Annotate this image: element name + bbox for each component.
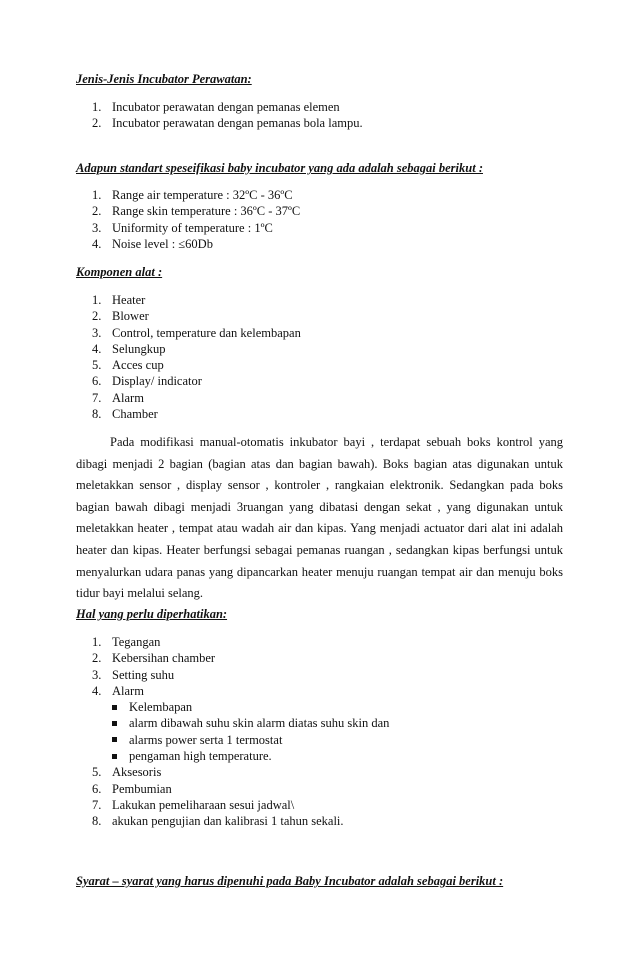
list-item: 2. Kebersihan chamber <box>92 651 216 666</box>
heading-standart: Adapun standart speseifikasi baby incubator yang ada adalah sebagai berikut : <box>76 161 483 175</box>
list-item: 8. akukan pengujian dan kalibrasi 1 tahun sekali. <box>92 814 344 829</box>
list-komponen <box>92 292 301 422</box>
list-item: 2. Range skin temperature : 36ºC - 37ºC <box>92 204 301 219</box>
body-paragraph: Pada modifikasi manual-otomatis inkubator bayi , terdapat sebuah boks kontrol yang dibagi menjadi 2 bagian (bagian atas dan bagian bawah). Boks bagian atas digunakan untuk meletakkan sensor , display sensor , kontroler , rangkaian elektronik. Sedangkan pada boks bagian bawah dibagi menjadi 3ruangan yang dibatasi dengan sekat , yang digunakan untuk meletakkan heater , tempat atau wadah air dan kipas. Yang menjadi actuator dari alat ini adalah heater dan kipas. Heater berfungsi sebagai pemanas ruangan , sedangkan kipas berfungsi untuk menyalurkan udara panas yang dipancarkan heater menuju ruangan tempat air dan menuju boks tidur bayi melalui selang. <box>76 435 563 601</box>
heading-hal: Hal yang perlu diperhatikan: <box>76 607 228 621</box>
list-standart <box>92 187 300 252</box>
sublist-container <box>92 699 389 764</box>
square-bullet-icon <box>112 754 117 759</box>
alarm-sublist <box>92 699 389 764</box>
list-hal <box>92 634 389 830</box>
heading-syarat: Syarat – syarat yang harus dipenuhi pada Baby Incubator adalah sebagai berikut : <box>76 874 504 888</box>
list-jenis <box>92 99 363 132</box>
list-item: 5. Aksesoris <box>92 765 162 780</box>
list-item: 1. Heater <box>92 293 146 307</box>
list-item: 7. Alarm <box>92 390 144 405</box>
list-item: 8. Chamber <box>92 407 158 422</box>
sublist-item: pengaman high temperature. <box>92 748 389 764</box>
heading-jenis: Jenis-Jenis Incubator Perawatan: <box>76 72 252 86</box>
square-bullet-icon <box>112 721 117 726</box>
heading-komponen: Komponen alat : <box>76 265 163 279</box>
list-item: 1. Range air temperature : 32ºC - 36ºC <box>92 188 293 202</box>
list-item: 3. Setting suhu <box>92 667 175 682</box>
list-item: 6. Pembumian <box>92 781 172 796</box>
list-item: 2. Blower <box>92 309 149 324</box>
list-item: 3. Control, temperature dan kelembapan <box>92 325 301 340</box>
list-item: 4. Selungkup <box>92 341 166 356</box>
list-item: 3. Uniformity of temperature : 1ºC <box>92 220 273 235</box>
list-item: 2. Incubator perawatan dengan pemanas bola lampu. <box>92 116 363 131</box>
square-bullet-icon <box>112 737 117 742</box>
sublist-item: alarms power serta 1 termostat <box>92 732 389 748</box>
sublist-item: alarm dibawah suhu skin alarm diatas suhu skin dan <box>92 715 389 731</box>
sublist-item: Kelembapan <box>92 699 389 715</box>
list-item: 5. Acces cup <box>92 358 164 373</box>
list-item: 4. Alarm <box>92 683 144 698</box>
list-item: 6. Display/ indicator <box>92 374 202 389</box>
square-bullet-icon <box>112 705 117 710</box>
list-item: 7. Lakukan pemeliharaan sesui jadwal\ <box>92 797 295 812</box>
list-item: 1. Incubator perawatan dengan pemanas elemen <box>92 100 340 114</box>
list-item: 1. Tegangan <box>92 635 161 649</box>
list-item: 4. Noise level : ≤60Db <box>92 236 213 251</box>
